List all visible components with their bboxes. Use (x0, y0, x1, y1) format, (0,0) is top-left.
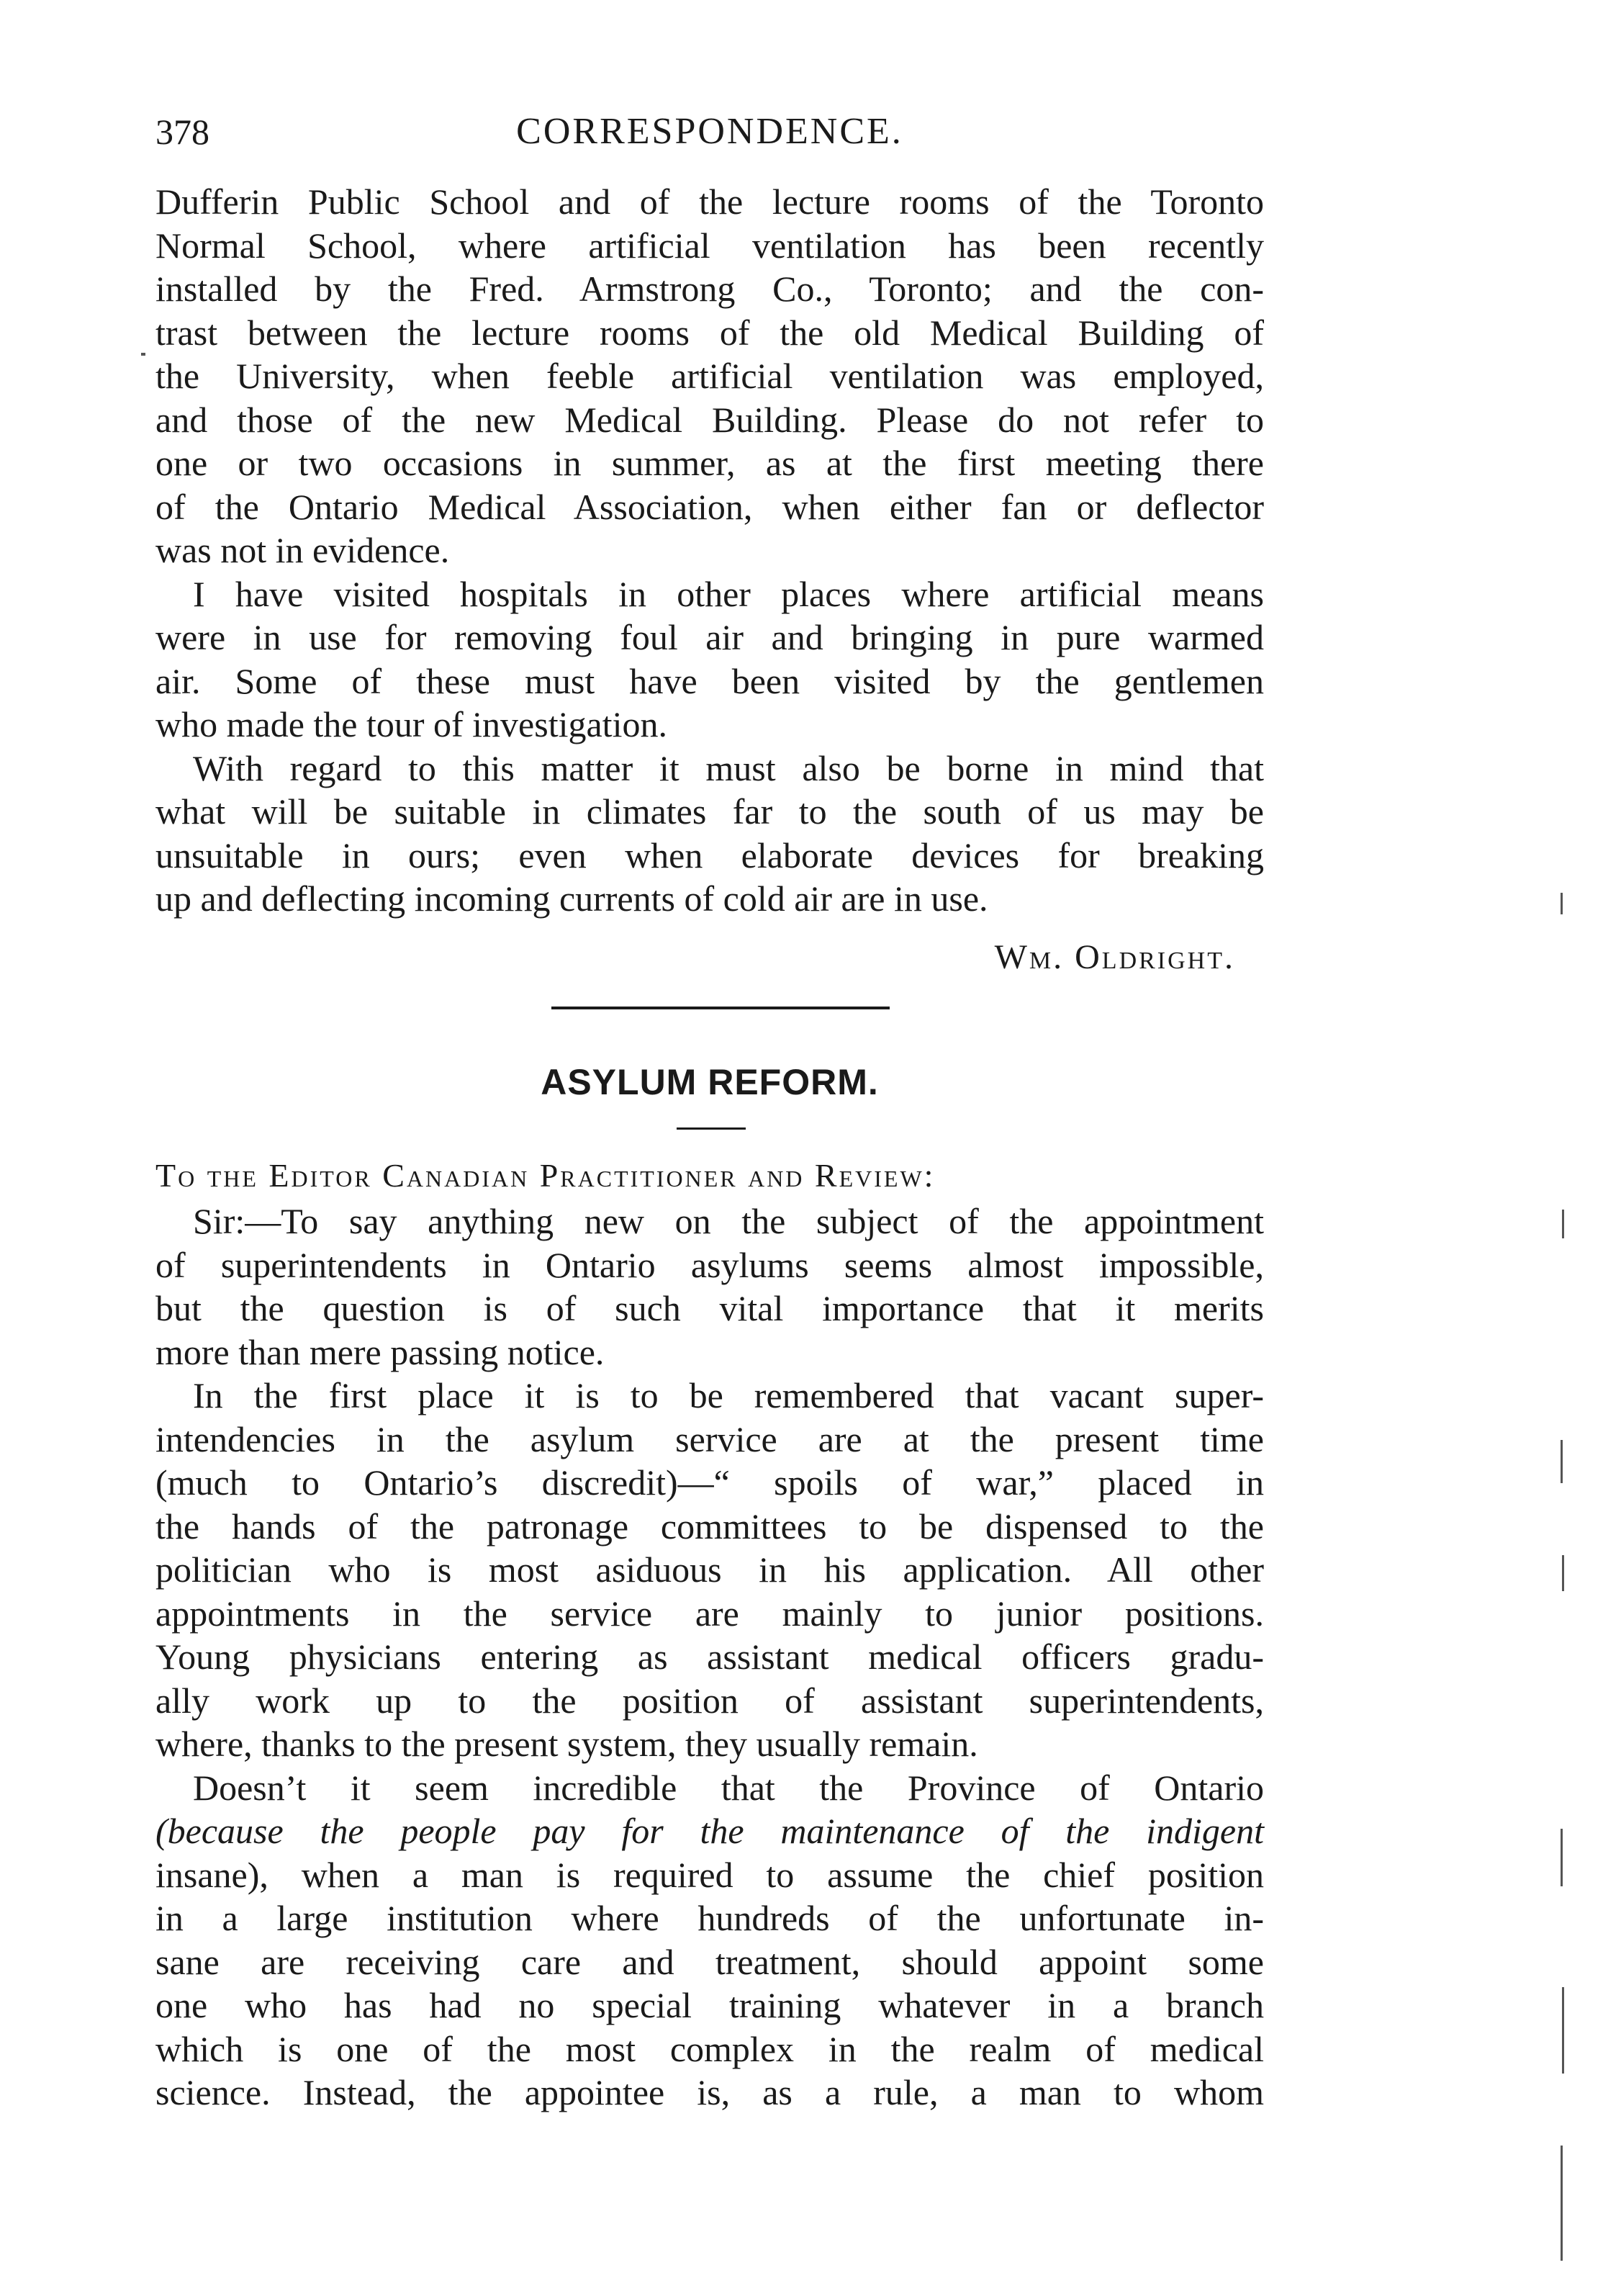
text-line: was not in evidence. (155, 530, 450, 570)
text-line: and those of the new Medical Building. Please do not refer to (155, 399, 1264, 440)
text-line: ally work up to the position of assistant superintendents, (155, 1680, 1264, 1721)
text-line: I have visited hospitals in other places where artificial means (193, 573, 1264, 614)
text-line: were in use for removing foul air and bringing in pure warmed (155, 617, 1264, 657)
scan-speck (141, 353, 145, 356)
text-line: more than mere passing notice. (155, 1331, 605, 1372)
text-line: where, thanks to the present system, they usually remain. (155, 1724, 978, 1764)
text-line: Doesn’t it seem incredible that the Province of Ontario (193, 1767, 1264, 1808)
text-line: up and deflecting incoming currents of cold air are in use. (155, 878, 988, 919)
article-text (155, 1199, 1264, 2115)
text-line: of superintendents in Ontario asylums seems almost impossible, (155, 1244, 1264, 1285)
text-line: which is one of the most complex in the realm of medical (155, 2028, 1264, 2069)
text-line: With regard to this matter it must also be borne in mind that (193, 747, 1264, 788)
scan-speck (1561, 1440, 1563, 1483)
text-line: of the Ontario Medical Association, when either fan or deflector (155, 486, 1264, 527)
section-divider (551, 1007, 890, 1009)
text-line: one who has had no special training whatever in a branch (155, 1985, 1264, 2025)
scan-speck (1561, 893, 1563, 914)
signature: Wm. Oldright. (994, 938, 1235, 976)
text-line: appointments in the service are mainly to junior positions. (155, 1593, 1264, 1634)
text-line: in a large institution where hundreds of the unfortunate in- (155, 1898, 1264, 1938)
text-line: one or two occasions in summer, as at the first meeting there (155, 443, 1264, 483)
text-line: politician who is most asiduous in his application. All other (155, 1549, 1264, 1590)
text-line: Dufferin Public School and of the lecture rooms of the Toronto (155, 181, 1264, 222)
scan-speck (1562, 1555, 1564, 1591)
text-line: intendencies in the asylum service are at the present time (155, 1418, 1264, 1459)
title-underline (677, 1127, 746, 1130)
letter-continued-text (155, 180, 1264, 921)
scan-speck (1561, 2146, 1563, 2261)
scan-speck (1562, 1987, 1564, 2074)
text-line: unsuitable in ours; even when elaborate devices for breaking (155, 834, 1264, 875)
text-line: Young physicians entering as assistant medical officers gradu- (155, 1637, 1264, 1677)
text-line: In the first place it is to be remembered that vacant super- (193, 1375, 1264, 1415)
salutation: To the Editor Canadian Practitioner and Review: (155, 1157, 936, 1194)
text-line: sane are receiving care and treatment, should appoint some (155, 1941, 1264, 1982)
text-line: installed by the Fred. Armstrong Co., Toronto; and the con- (155, 269, 1264, 309)
running-head (155, 107, 1264, 157)
page-number: 378 (155, 112, 209, 152)
text-line: Sir:—To say anything new on the subject of the appointment (193, 1201, 1264, 1241)
text-line: what will be suitable in climates far to the south of us may be (155, 791, 1264, 832)
text-line: the hands of the patronage committees to be dispensed to the (155, 1505, 1264, 1547)
text-line: science. Instead, the appointee is, as a rule, a man to whom (155, 2072, 1264, 2112)
text-line: trast between the lecture rooms of the old Medical Building of (155, 312, 1264, 353)
text-line: insane), when a man is required to assume the chief position (155, 1854, 1264, 1895)
scan-speck (1561, 1829, 1563, 1886)
running-title: CORRESPONDENCE. (516, 111, 903, 152)
text-line: the University, when feeble artificial ventilation was employed, (155, 356, 1264, 396)
text-line: Normal School, where artificial ventilation has been recently (155, 225, 1264, 266)
text-line: (much to Ontario’s discredit)—“ spoils of war,” placed in (155, 1462, 1264, 1503)
scan-speck (1562, 1210, 1564, 1238)
text-line: who made the tour of investigation. (155, 704, 667, 744)
text-line: air. Some of these must have been visited by the gentlemen (155, 660, 1264, 701)
article-title: ASYLUM REFORM. (541, 1062, 879, 1102)
text-line: but the question is of such vital importance that it merits (155, 1288, 1264, 1328)
text-line: (because the people pay for the maintenance of the indigent (155, 1811, 1264, 1851)
